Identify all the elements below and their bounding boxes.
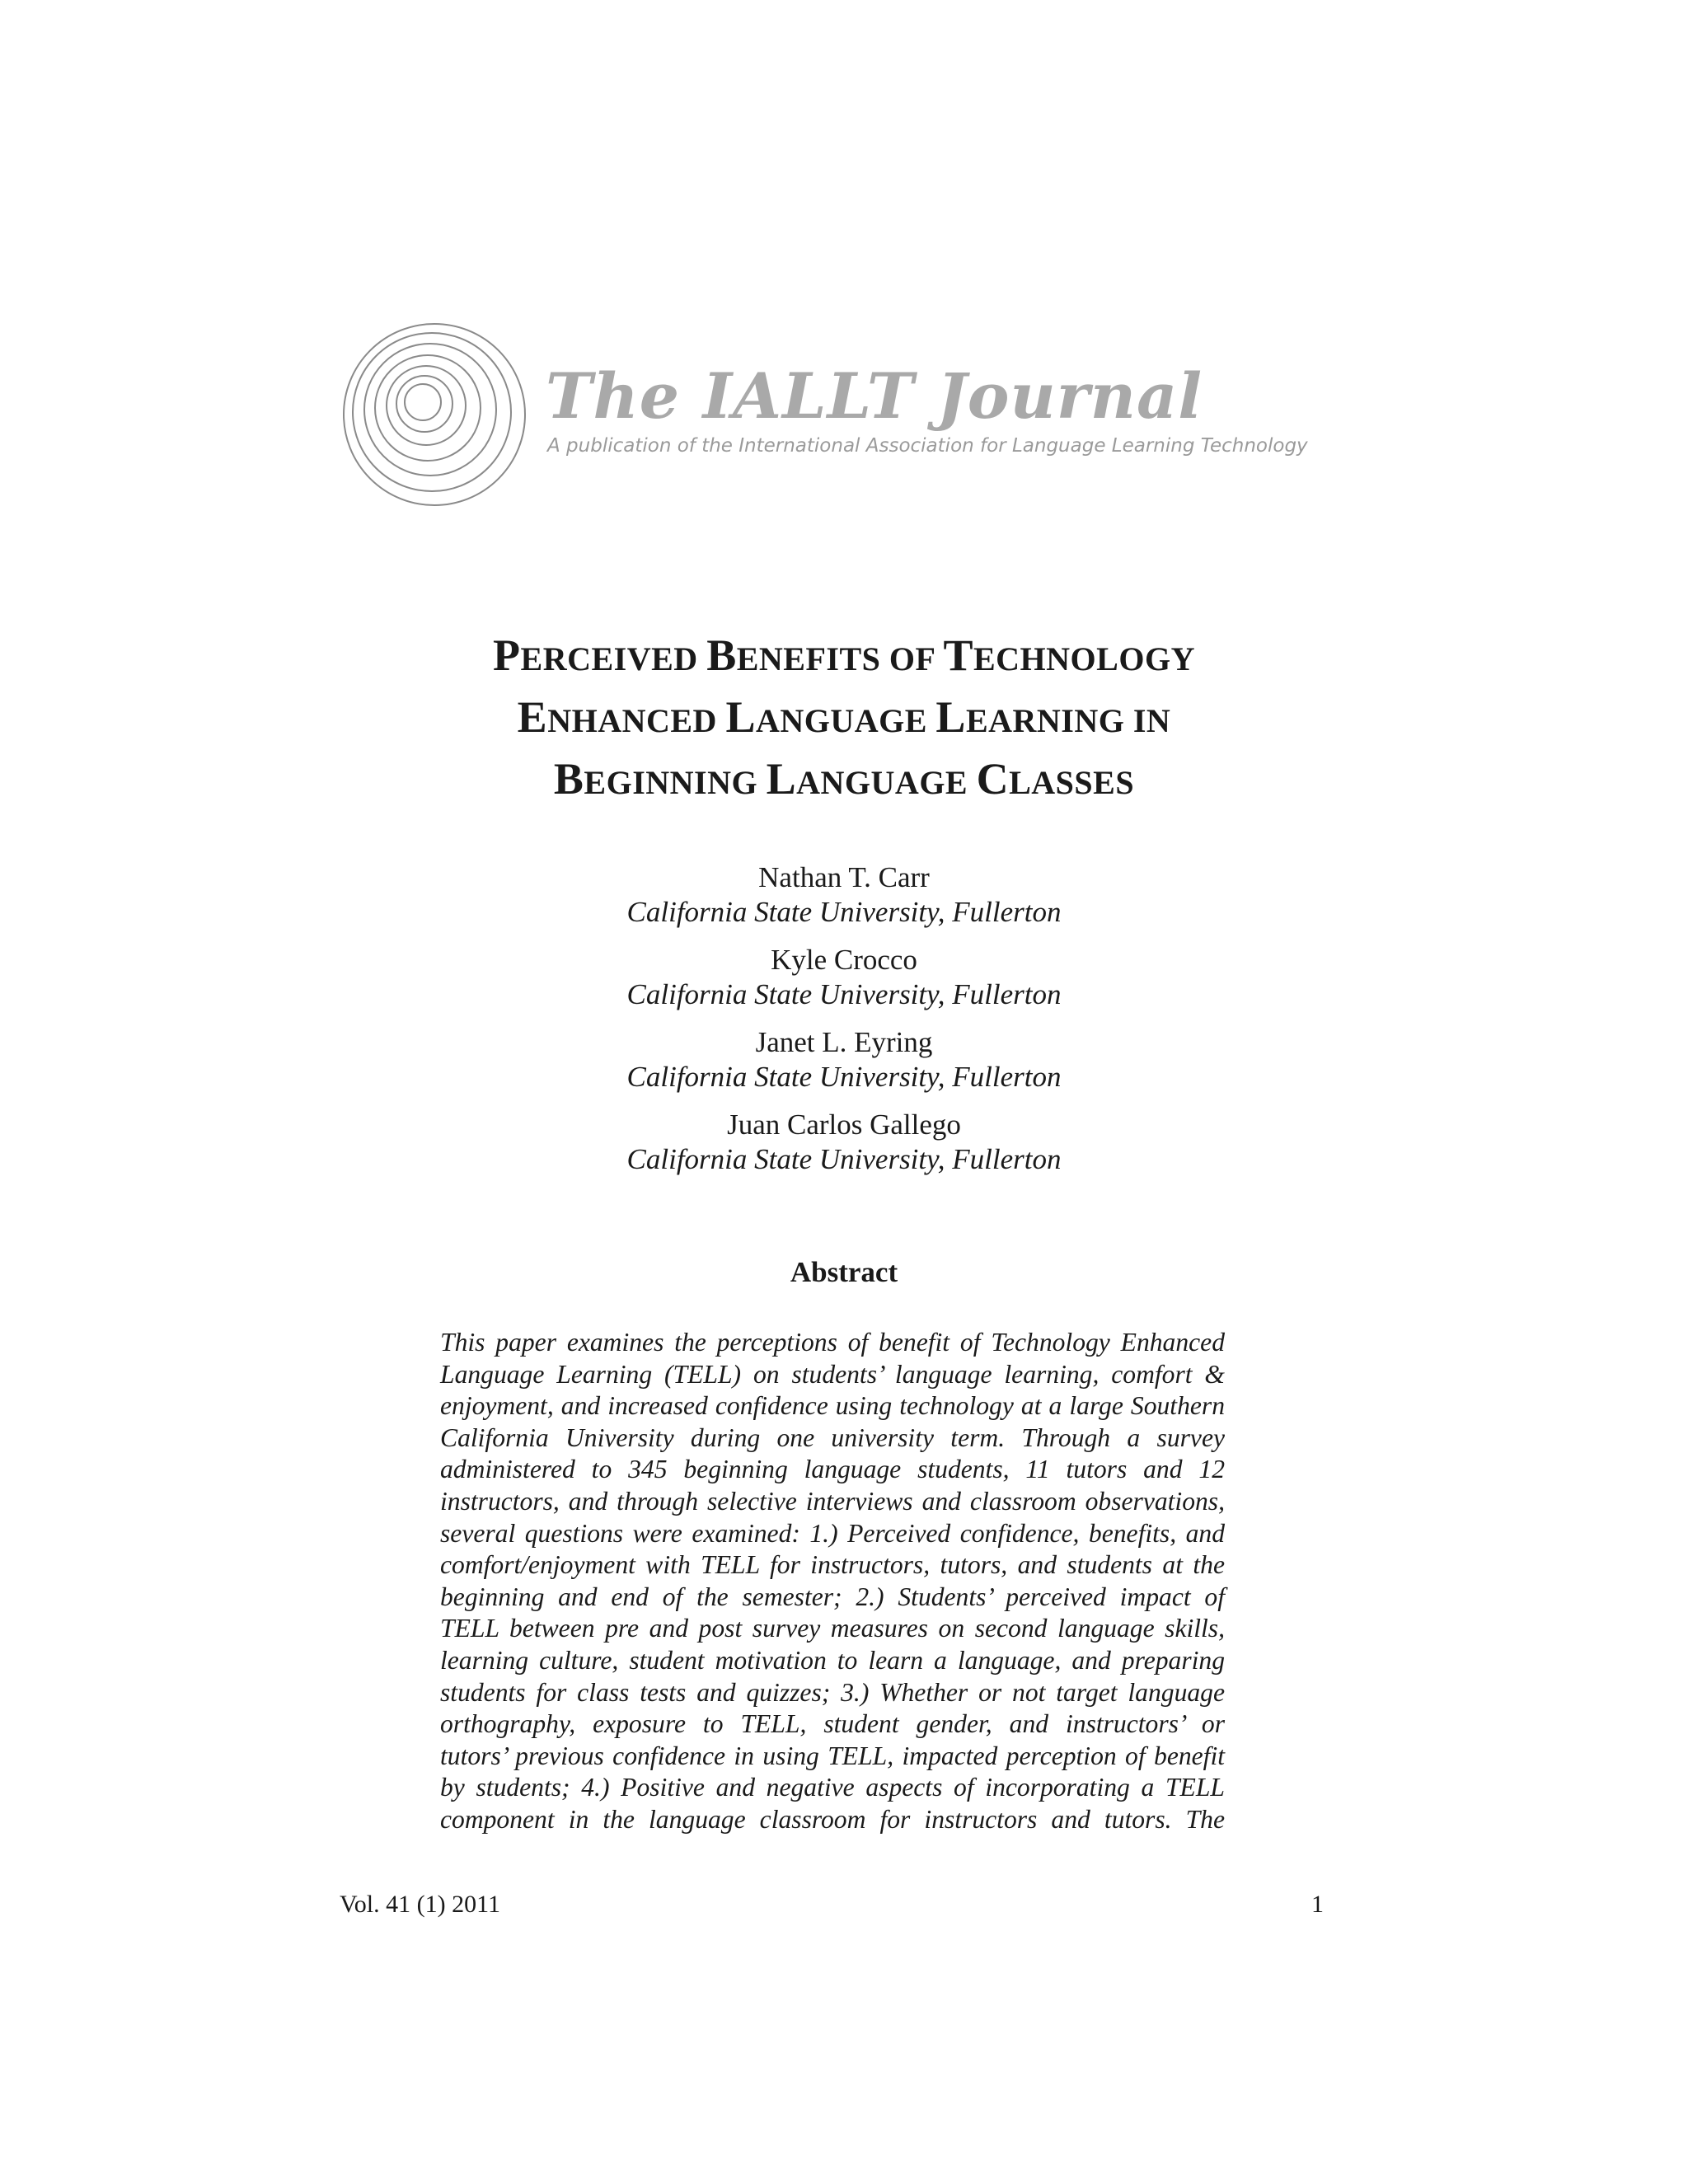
abstract-line: by students; 4.) Positive and negative aspects of incorporating a TELL [440, 1773, 1225, 1802]
paper-title [349, 626, 1339, 812]
paper-title-line: ENHANCED LANGUAGE LEARNING IN [517, 692, 1171, 742]
paper-title-line: BEGINNING LANGUAGE CLASSES [553, 754, 1135, 804]
author-name: Janet L. Eyring [755, 1026, 933, 1058]
abstract-body [440, 1327, 1225, 1836]
abstract-line: California University during one university term. Through a survey [440, 1422, 1225, 1452]
abstract-line: Language Learning (TELL) on students’ language learning, comfort & [440, 1359, 1225, 1389]
abstract-line: TELL between pre and post survey measures on second language skills, [440, 1614, 1225, 1643]
author-block [514, 1108, 1174, 1177]
author-block [514, 1025, 1174, 1094]
abstract-line: students for class tests and quizzes; 3.) Whether or not target language [440, 1677, 1225, 1707]
journal-logo-circles [340, 320, 529, 509]
author-block [514, 860, 1174, 930]
abstract-heading: Abstract [790, 1256, 898, 1288]
author-affiliation: California State University, Fullerton [626, 1143, 1062, 1175]
abstract-line: administered to 345 beginning language students, 11 tutors and 12 [440, 1455, 1225, 1484]
author-name: Kyle Crocco [771, 944, 917, 976]
author-list [514, 860, 1174, 1190]
author-affiliation: California State University, Fullerton [626, 978, 1062, 1010]
footer-page-number: 1 [1311, 1891, 1324, 1918]
journal-subtitle: A publication of the International Association for Language Learning Technology [547, 435, 1308, 457]
abstract-line: orthography, exposure to TELL, student gender, and instructors’ or [440, 1709, 1225, 1739]
author-affiliation: California State University, Fullerton [626, 1061, 1062, 1093]
abstract-line: beginning and end of the semester; 2.) Students’ perceived impact of [440, 1582, 1225, 1611]
abstract-line: enjoyment, and increased confidence using technology at a large Southern [440, 1391, 1225, 1421]
abstract-line: comfort/enjoyment with TELL for instructors, tutors, and students at the [440, 1550, 1225, 1580]
abstract-line: This paper examines the perceptions of benefit of Technology Enhanced [440, 1328, 1225, 1357]
author-name: Juan Carlos Gallego [727, 1108, 961, 1141]
abstract-line: tutors’ previous confidence in using TELL, impacted perception of benefit [440, 1741, 1225, 1770]
abstract-line: learning culture, student motivation to learn a language, and preparing [440, 1645, 1225, 1675]
footer-volume: Vol. 41 (1) 2011 [340, 1891, 500, 1918]
journal-title: The IALLT Journal [546, 359, 1203, 433]
author-name: Nathan T. Carr [758, 861, 930, 893]
abstract-line: instructors, and through selective interviews and classroom observations, [440, 1486, 1225, 1516]
abstract-line: several questions were examined: 1.) Perceived confidence, benefits, and [440, 1518, 1225, 1548]
paper-title-line: PERCEIVED BENEFITS OF TECHNOLOGY [493, 630, 1195, 680]
author-block [514, 943, 1174, 1012]
author-affiliation: California State University, Fullerton [626, 896, 1062, 928]
abstract-line: component in the language classroom for instructors and tutors. The [440, 1804, 1225, 1834]
